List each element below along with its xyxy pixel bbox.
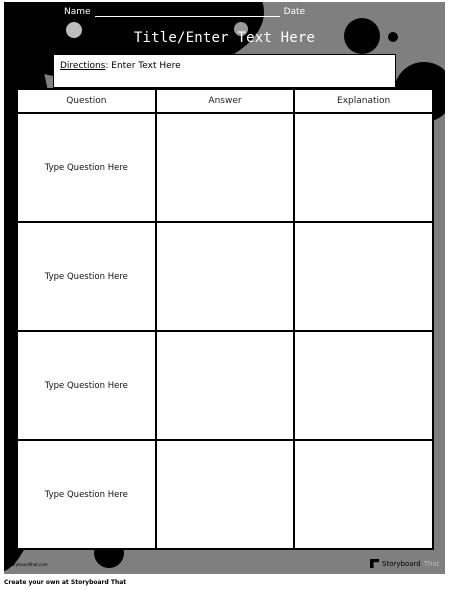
explanation-cell[interactable] [294, 113, 433, 222]
site-url: storyboardthat.com [8, 562, 48, 567]
explanation-cell[interactable] [294, 440, 433, 549]
table-row [17, 113, 433, 222]
directions-text: : Enter Text Here [105, 61, 181, 71]
answer-cell[interactable] [156, 222, 295, 331]
question-cell[interactable]: Type Question Here [17, 113, 156, 222]
name-label: Name [64, 7, 91, 17]
footer-credit[interactable]: Create your own at Storyboard That [4, 579, 127, 586]
explanation-cell[interactable] [294, 222, 433, 331]
storyboard-logo-icon [370, 559, 379, 568]
table-row [17, 222, 433, 331]
name-date-line [64, 7, 305, 17]
table-header-row [17, 89, 433, 113]
directions-box[interactable] [53, 54, 396, 88]
table-row [17, 440, 433, 549]
directions-label: Directions [60, 61, 106, 71]
logo-suffix: That [423, 559, 440, 568]
name-blank[interactable] [95, 7, 280, 17]
logo-text: Storyboard [382, 559, 421, 568]
question-cell[interactable]: Type Question Here [17, 331, 156, 440]
question-cell[interactable]: Type Question Here [17, 440, 156, 549]
question-table [16, 88, 434, 550]
question-cell[interactable]: Type Question Here [17, 222, 156, 331]
page-title[interactable]: Title/Enter Text Here [133, 30, 316, 46]
date-label: Date [283, 7, 306, 17]
column-header-explanation: Explanation [294, 89, 433, 113]
table-row [17, 331, 433, 440]
answer-cell[interactable] [156, 331, 295, 440]
column-header-answer: Answer [156, 89, 295, 113]
answer-cell[interactable] [156, 113, 295, 222]
column-header-question: Question [17, 89, 156, 113]
answer-cell[interactable] [156, 440, 295, 549]
storyboard-logo [370, 559, 439, 568]
worksheet [4, 2, 445, 574]
explanation-cell[interactable] [294, 331, 433, 440]
